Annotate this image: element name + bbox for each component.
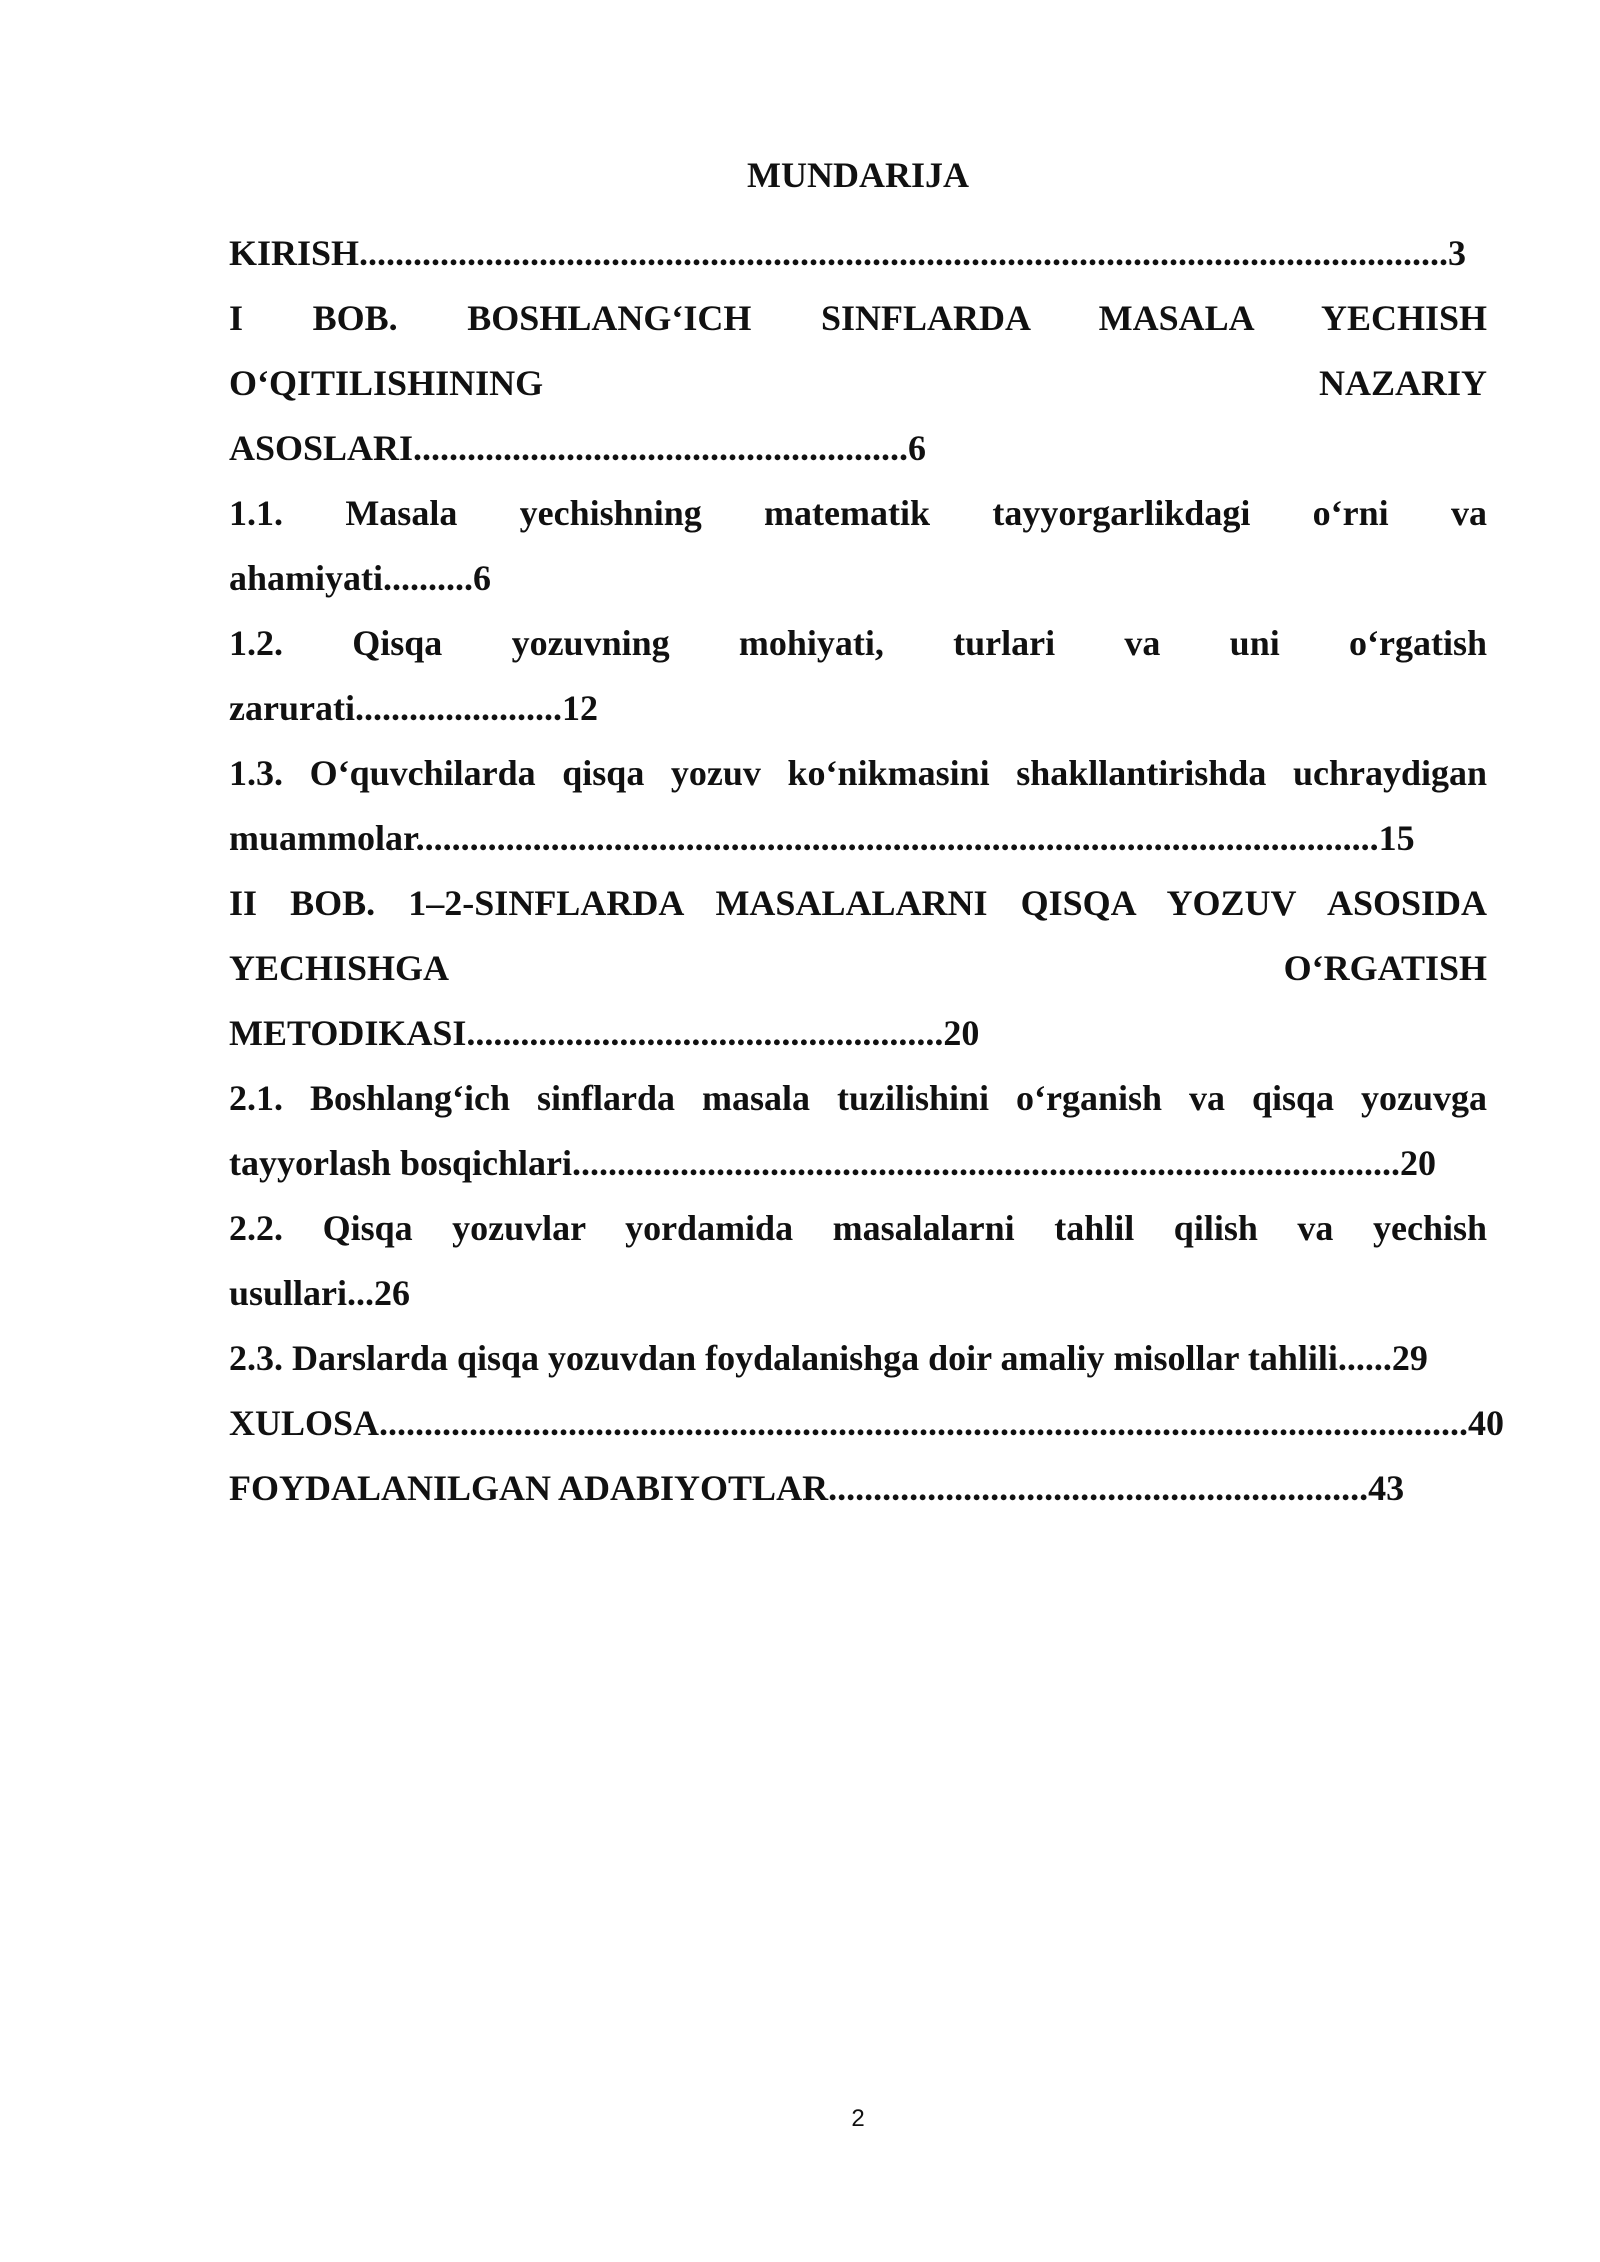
toc-line: usullari...26	[229, 1273, 411, 1313]
table-of-contents	[229, 221, 1505, 1521]
toc-entry-1-3	[229, 741, 1487, 871]
toc-line: zarurati.......................12	[229, 688, 598, 728]
toc-line: O‘QITILISHINING NAZARIY	[229, 363, 1487, 403]
toc-line: 1.2. Qisqa yozuvning mohiyati, turlari va uni o‘rgatish	[229, 623, 1487, 663]
toc-line: YECHISHGA O‘RGATISH	[229, 948, 1487, 988]
page-number: 2	[851, 2105, 865, 2132]
toc-line: ahamiyati..........6	[229, 558, 492, 598]
toc-entry-1-2	[229, 611, 1487, 741]
toc-entry-chapter-2	[229, 871, 1487, 1066]
toc-entry-xulosa	[229, 1391, 1505, 1456]
toc-entry-2-1	[229, 1066, 1487, 1196]
toc-line: KIRISH.........................................................................................................................3	[229, 233, 1467, 273]
toc-line: ASOSLARI.......................................................6	[229, 428, 927, 468]
page-title: MUNDARIJA	[747, 155, 969, 195]
toc-entry-1-1	[229, 481, 1487, 611]
toc-line: tayyorlash bosqichlari............................................................................................20	[229, 1143, 1437, 1183]
toc-line: muammolar...........................................................................................................15	[229, 818, 1415, 858]
toc-line: FOYDALANILGAN ADABIYOTLAR............................................................43	[229, 1468, 1405, 1508]
toc-entry-2-2	[229, 1196, 1487, 1326]
toc-line: XULOSA.........................................................................................................................40	[229, 1403, 1505, 1443]
toc-line: 1.1. Masala yechishning matematik tayyorgarlikdagi o‘rni va	[229, 493, 1487, 533]
toc-line: 2.2. Qisqa yozuvlar yordamida masalalarni tahlil qilish va yechish	[229, 1208, 1487, 1248]
toc-line: 1.3. O‘quvchilarda qisqa yozuv ko‘nikmasini shakllantirishda uchraydigan	[229, 753, 1487, 793]
toc-entry-chapter-1	[229, 286, 1487, 481]
toc-line: METODIKASI.....................................................20	[229, 1013, 980, 1053]
toc-line: 2.3. Darslarda qisqa yozuvdan foydalanishga doir amaliy misollar tahlili......29	[229, 1338, 1428, 1378]
toc-line: II BOB. 1–2-SINFLARDA MASALALARNI QISQA YOZUV ASOSIDA	[229, 883, 1487, 923]
toc-entry-2-3	[229, 1326, 1487, 1391]
toc-entry-references	[229, 1456, 1487, 1521]
toc-line: I BOB. BOSHLANG‘ICH SINFLARDA MASALA YECHISH	[229, 298, 1487, 338]
toc-entry-kirish	[229, 221, 1487, 286]
toc-line: 2.1. Boshlang‘ich sinflarda masala tuzilishini o‘rganish va qisqa yozuvga	[229, 1078, 1487, 1118]
